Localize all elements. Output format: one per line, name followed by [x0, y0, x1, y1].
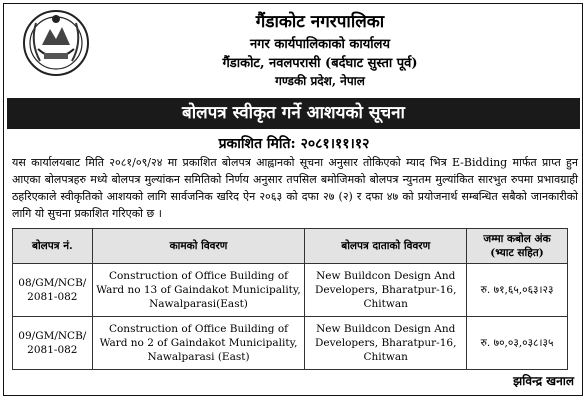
notice-body: यस कार्यालयबाट मिति २०८१/०९/२४ मा प्रकाशित बोलपत्र आह्वानको सूचना अनुसार तोकिएको म्याद भित्र E-Bidding मार्फत प्राप्त हुन आएका बोलपत्रहरु मध्ये बोलपत्र मुल्यांकन समितिको निर्णय अनुसार तपसिल बमोजिमको बोलपत्र न्युनतम मुल्यांकित सारभुत रुपमा प्रभावग्राही ठहरिएकाले स्वीकृतिको आशयको लागि सार्वजनिक खरिद ऐन २०६३ को दफा २७ (२) र दफा ४७ को प्रयोजनार्थ सम्बन्धित सबैको जानकारीको लागि यो सुचना प्रकाशित गरिएको छ । — [12, 156, 578, 220]
bid-no-cell: 09/GM/NCB/ 2081-082 — [13, 317, 93, 370]
col-header-bidder: बोलपत्र दाताको विवरण — [305, 229, 467, 264]
signer-name: झविन्द्र खनाल — [513, 374, 574, 388]
col-header-bid-no: बोलपत्र नं. — [13, 229, 93, 264]
col-header-work: कामको विवरण — [92, 229, 305, 264]
municipality-name: गैंडाकोट नगरपालिका — [255, 12, 385, 32]
bid-no-cell: 08/GM/NCB/ 2081-082 — [13, 264, 93, 317]
bid-table — [12, 228, 568, 370]
work-cell: Construction of Office Building of Ward no 13 of Gaindakot Municipality, Nawalparasi(East) — [92, 264, 305, 317]
office-name: नगर कार्यपालिकाको कार्यालय — [249, 37, 391, 52]
amount-cell: रु. ७१,६५,०६३।२३ — [467, 264, 568, 317]
col-header-amount: जम्मा कबोल अंक (भ्याट सहित) — [467, 229, 568, 264]
work-cell: Construction of Office Building of Ward no 2 of Gaindakot Municipality, Nawalparasi (East) — [92, 317, 305, 370]
amount-cell: रु. ७०,०३,०३८।३५ — [467, 317, 568, 370]
bidder-cell: New Buildcon Design And Developers, Bharatpur-16, Chitwan — [305, 264, 467, 317]
province-name: गण्डकी प्रदेश, नेपाल — [275, 74, 365, 88]
bidder-cell: New Buildcon Design And Developers, Bharatpur-16, Chitwan — [305, 317, 467, 370]
published-date: प्रकाशित मिति: २०८१।११।१२ — [218, 136, 370, 152]
notice-title-banner: बोलपत्र स्वीकृत गर्ने आशयको सूचना — [7, 98, 580, 129]
office-address: गैंडाकोट, नवलपरासी (बर्दघाट सुस्ता पूर्व) — [222, 56, 418, 71]
table-row — [13, 317, 568, 370]
table-row — [13, 264, 568, 317]
table-header-row — [13, 229, 568, 264]
